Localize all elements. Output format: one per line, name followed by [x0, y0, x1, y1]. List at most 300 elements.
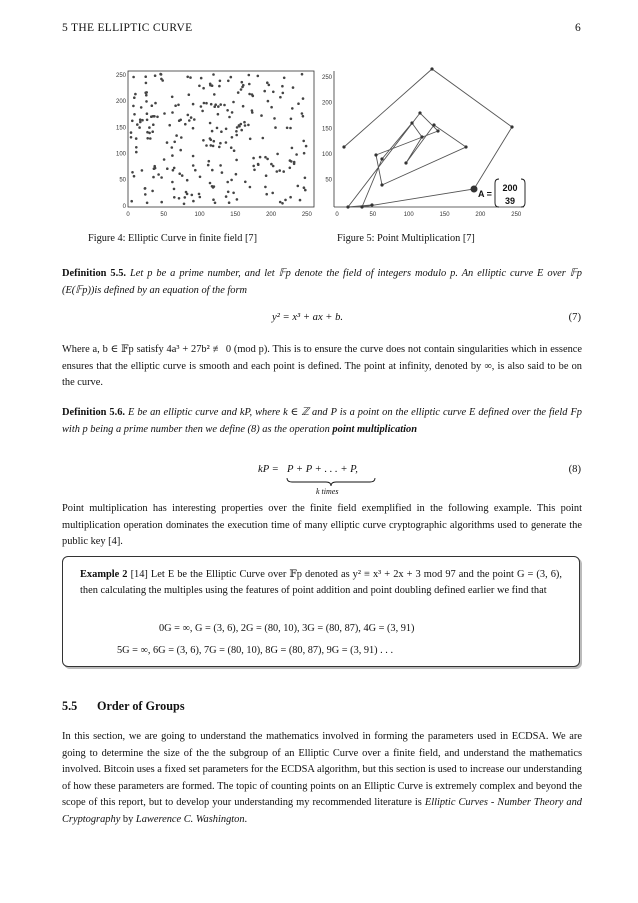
fig4-point	[179, 149, 182, 152]
fig4-point	[166, 167, 169, 170]
fig4-point	[223, 104, 226, 107]
fig4-point	[135, 151, 138, 154]
fig4-point	[145, 82, 148, 85]
fig4-point	[135, 146, 138, 149]
fig4-point	[251, 111, 254, 114]
fig4-point	[192, 103, 195, 106]
fig4-point	[240, 88, 243, 91]
fig4-point	[173, 141, 176, 144]
fig4-point	[203, 102, 206, 105]
fig4-point	[168, 124, 171, 127]
fig4-point	[135, 137, 138, 140]
underbrace	[286, 477, 376, 487]
fig4-point	[291, 147, 294, 150]
fig4-point	[289, 127, 292, 130]
fig5-point	[510, 125, 513, 128]
equation-number-7: (7)	[568, 312, 581, 323]
fig4-point	[141, 119, 144, 122]
fig4-point	[133, 113, 136, 116]
fig4-point	[262, 137, 265, 140]
fig4-point	[301, 112, 304, 115]
fig4-point	[181, 174, 184, 177]
fig4-point	[266, 158, 269, 161]
fig4-point	[202, 87, 205, 90]
fig4-point	[244, 181, 247, 184]
fig4-point	[212, 145, 215, 148]
fig4-point	[139, 118, 142, 121]
fig4-point	[130, 131, 133, 134]
fig5-point	[380, 183, 383, 186]
example-label: Example 2	[80, 569, 128, 580]
fig4-point	[221, 171, 224, 174]
fig4-point	[160, 176, 163, 179]
fig5-point	[342, 145, 345, 148]
fig5-y-tick: 250	[322, 75, 332, 81]
fig4-point	[283, 77, 286, 80]
example-multiples-line-1: 0G = ∞, G = (3, 6), 2G = (80, 10), 3G = (80, 87), 4G = (3, 91)	[159, 623, 415, 634]
fig4-point	[230, 179, 233, 182]
fig4-point	[192, 164, 195, 167]
fig4-point	[175, 134, 178, 137]
fig4-point	[302, 97, 305, 100]
fig5-point	[418, 111, 421, 114]
fig4-point	[225, 141, 228, 144]
fig4-point	[295, 153, 298, 156]
fig4-point	[178, 172, 181, 175]
fig4-point	[212, 73, 215, 76]
fig4-point	[191, 194, 194, 197]
fig4-point	[194, 169, 197, 172]
fig4-point	[146, 112, 149, 115]
fig4-point	[265, 174, 268, 177]
fig4-point	[248, 93, 251, 96]
fig4-point	[188, 93, 191, 96]
paragraph-text: In this section, we are going to understand the mathematics involved in forming the parameters used in ECDSA. We are going to determine the size of the the subgroup of an Elliptic Curve over a finite field, and understand the mathematics involved. Bitcoin uses a fixed set parameters for the ECDSA algorithm, but this section is used to increase our understanding of how these parameters are formed. The topic of counting points on an Elliptic Curve is extremely complex and beyond the scope of this report, but to develop your understanding my recommended literature is	[62, 731, 582, 809]
fig4-point	[227, 80, 230, 83]
fig4-point	[144, 193, 147, 196]
fig4-point	[209, 122, 212, 125]
definition-5-5	[62, 266, 582, 299]
fig4-point	[146, 119, 149, 122]
fig4-point	[282, 92, 285, 95]
fig4-point	[177, 104, 180, 107]
fig4-point	[270, 163, 273, 166]
fig4-point	[263, 90, 266, 93]
fig4-point	[211, 130, 214, 133]
fig4-point	[200, 105, 203, 108]
fig4-point	[132, 105, 135, 108]
fig4-point	[272, 165, 275, 168]
fig4-point	[199, 176, 202, 179]
fig4-y-tick: 150	[115, 125, 126, 132]
fig4-point	[130, 200, 133, 203]
fig5-point	[346, 205, 349, 208]
fig4-point	[202, 139, 205, 142]
fig5-vector-bottom: 39	[504, 196, 516, 206]
fig4-x-tick: 0	[126, 212, 130, 217]
fig4-point	[134, 93, 137, 96]
book-author: Lawerence C. Washington	[135, 813, 245, 825]
fig4-point	[198, 193, 201, 196]
fig4-point	[192, 200, 195, 203]
fig4-point	[270, 106, 273, 109]
fig4-point	[297, 185, 300, 188]
fig4-point	[248, 74, 251, 77]
fig4-point	[190, 116, 193, 119]
fig4-point	[213, 105, 216, 108]
fig4-point	[172, 169, 175, 172]
fig4-point	[252, 157, 255, 160]
fig4-point	[228, 201, 231, 204]
fig4-point	[188, 119, 191, 122]
fig5-x-tick: 50	[369, 212, 377, 217]
fig4-x-tick: 150	[230, 212, 241, 217]
fig4-point	[248, 83, 251, 86]
fig4-point	[174, 104, 177, 107]
fig4-point	[276, 170, 279, 173]
definition-text: Let p be a prime number, and let 𝔽p denote the field of integers modulo p. An elliptic curve E over 𝔽p (E(𝔽p))is defined by an equation of the form	[62, 268, 582, 296]
fig4-point	[205, 102, 208, 105]
fig4-point	[232, 192, 235, 195]
fig4-point	[299, 199, 302, 202]
fig4-point	[210, 103, 213, 106]
fig4-point	[281, 85, 284, 88]
fig5-point	[410, 121, 413, 124]
fig5-point	[360, 205, 363, 208]
fig5-x-tick: 150	[439, 212, 450, 217]
fig4-point	[173, 188, 176, 191]
example-multiples-line-2: 5G = ∞, 6G = (3, 6), 7G = (80, 10), 8G = (80, 87), 9G = (3, 91) . . .	[117, 645, 394, 656]
fig4-point	[259, 156, 262, 159]
fig4-point	[281, 202, 284, 205]
fig4-point	[145, 100, 148, 103]
fig4-point	[225, 128, 228, 131]
fig4-point	[213, 93, 216, 96]
fig4-point	[228, 116, 231, 119]
fig4-point	[305, 145, 308, 148]
fig4-point	[171, 111, 174, 114]
fig4-point	[130, 136, 133, 139]
fig4-point	[198, 85, 201, 88]
fig4-point	[145, 94, 148, 97]
fig4-point	[235, 134, 238, 137]
fig4-point	[279, 201, 282, 204]
fig4-point	[252, 95, 255, 98]
fig4-point	[153, 115, 156, 118]
fig5-point	[420, 135, 423, 138]
fig4-point	[230, 76, 233, 79]
fig4-point	[151, 190, 154, 193]
fig4-x-tick: 200	[266, 212, 277, 217]
fig4-point	[279, 96, 282, 99]
fig4-point	[163, 112, 166, 115]
fig4-point	[144, 187, 147, 190]
section-number: 5.5	[62, 699, 78, 713]
fig4-point	[232, 101, 235, 104]
example-text	[80, 567, 562, 600]
fig4-point	[271, 192, 274, 195]
fig4-point	[146, 131, 149, 134]
paragraph-end: .	[244, 813, 248, 825]
fig4-point	[241, 86, 244, 89]
fig4-point	[289, 167, 292, 170]
fig4-point	[183, 203, 186, 206]
equation-8-rhs: P + P + . . . + P,	[287, 464, 358, 475]
fig4-point	[132, 76, 135, 79]
fig4-point	[153, 165, 156, 168]
fig4-point	[219, 80, 222, 83]
fig4-point	[199, 196, 202, 199]
fig4-point	[301, 73, 304, 76]
underbrace-label: k times	[316, 487, 339, 496]
fig4-point	[243, 121, 246, 124]
fig4-point	[240, 123, 243, 126]
fig4-point	[213, 185, 216, 188]
fig4-point	[180, 136, 183, 139]
fig4-point	[291, 107, 294, 110]
fig4-point	[226, 181, 229, 184]
fig4-point	[304, 177, 307, 180]
fig4-point	[218, 146, 221, 149]
fig5-x-tick: 100	[403, 212, 414, 217]
fig4-point	[217, 105, 220, 108]
fig4-point	[179, 119, 182, 122]
fig4-point	[173, 196, 176, 199]
fig4-point	[150, 115, 153, 118]
fig4-point	[260, 114, 263, 117]
fig4-point	[171, 96, 174, 99]
fig5-point	[404, 161, 407, 164]
section-heading	[62, 699, 185, 714]
fig4-point	[171, 146, 174, 149]
fig4-x-tick: 250	[301, 212, 312, 217]
fig4-point	[192, 127, 195, 130]
fig4-point	[178, 197, 181, 200]
equation-number-8: (8)	[568, 464, 581, 475]
fig4-point	[249, 186, 252, 189]
fig4-point	[173, 167, 176, 170]
fig4-point	[211, 169, 214, 172]
fig4-point	[187, 114, 190, 117]
fig4-point	[274, 126, 277, 129]
fig4-point	[302, 115, 305, 118]
fig4-point	[217, 113, 220, 116]
fig4-point	[264, 156, 267, 159]
fig4-point	[286, 127, 289, 130]
fig4-point	[216, 127, 219, 130]
fig5-x-tick: 200	[475, 212, 486, 217]
fig4-point	[244, 124, 247, 127]
fig4-point	[144, 91, 147, 94]
fig4-y-tick: 100	[115, 151, 126, 158]
fig4-point	[212, 198, 215, 201]
definition-text: E be an elliptic curve and kP, where k ∈ ℤ and P is a point on the elliptic curve E defined over the field Fp with p being a prime number then we define (8) as the operation	[62, 407, 582, 435]
fig4-point	[220, 130, 223, 133]
fig4-point	[282, 170, 285, 173]
fig4-point	[209, 182, 212, 185]
example-box	[62, 556, 580, 667]
figure-4-scatter	[112, 67, 316, 217]
definition-label: Definition 5.5.	[62, 268, 127, 279]
fig4-point	[160, 201, 163, 204]
fig5-point	[380, 157, 383, 160]
fig4-point	[146, 202, 149, 205]
fig4-point	[235, 130, 238, 133]
fig4-point	[131, 120, 134, 123]
fig4-point	[237, 91, 240, 94]
fig4-point	[131, 171, 134, 174]
fig5-y-tick: 50	[325, 177, 332, 184]
fig4-point	[205, 144, 208, 147]
fig4-point	[235, 173, 238, 176]
fig4-point	[303, 186, 306, 189]
fig4-point	[242, 105, 245, 108]
fig4-point	[276, 153, 279, 156]
fig5-path	[344, 69, 512, 207]
fig4-point	[151, 104, 154, 107]
fig4-point	[209, 84, 212, 87]
fig5-point	[432, 123, 435, 126]
section-title: Order of Groups	[97, 699, 185, 713]
fig4-point	[154, 74, 157, 77]
fig5-label-A: A =	[478, 189, 492, 199]
fig4-point	[297, 102, 300, 105]
fig4-y-tick: 0	[122, 203, 126, 210]
fig4-point	[201, 110, 204, 113]
fig4-point	[148, 126, 151, 129]
fig4-point	[264, 186, 267, 189]
fig4-point	[200, 77, 203, 80]
fig4-point	[186, 193, 189, 196]
fig4-point	[152, 176, 155, 179]
page-number: 6	[574, 22, 581, 34]
fig4-point	[138, 126, 141, 129]
paragraph-order-of-groups	[62, 729, 582, 829]
fig4-point	[146, 137, 149, 140]
fig4-y-tick: 200	[115, 99, 126, 106]
fig4-point	[157, 173, 160, 176]
running-header: 5 THE ELLIPTIC CURVE	[62, 22, 193, 34]
fig4-point	[218, 85, 221, 88]
fig4-point	[209, 137, 212, 140]
fig4-point	[152, 123, 155, 126]
fig4-point	[233, 149, 236, 152]
figure-4-caption: Figure 4: Elliptic Curve in finite field [7]	[88, 233, 258, 244]
fig4-point	[210, 144, 213, 147]
fig4-point	[284, 199, 287, 202]
fig4-point	[303, 152, 306, 155]
fig4-y-tick: 50	[119, 177, 126, 184]
example-body: [14] Let E be the Elliptic Curve over 𝔽p denoted as y² ≡ x³ + 2x + 3 mod 97 and the point G = (3, 6), then calculating the multiples using the features of point addition and point doubling defined earlier we find that	[80, 569, 562, 597]
fig4-point	[136, 123, 139, 126]
fig4-point	[265, 193, 268, 196]
fig5-point	[374, 153, 377, 156]
definition-5-6	[62, 405, 582, 438]
fig4-point	[219, 164, 222, 167]
fig4-x-tick: 50	[160, 212, 168, 217]
fig4-point	[208, 160, 211, 163]
paragraph-conditions: Where a, b ∈ 𝔽p satisfy 4a³ + 27b² ≢ 0 (mod p). This is to ensure the curve does not contain singularities which in essence ensures that the elliptic curve is smooth and each point is defined. The point at infinity, denoted by ∞, is also said to be on the curve.	[62, 344, 582, 389]
figure-5-point-multiplication	[322, 67, 528, 217]
fig4-point	[133, 96, 136, 99]
fig4-point	[253, 169, 256, 172]
fig4-point	[293, 163, 296, 166]
fig4-point	[160, 73, 163, 76]
fig4-point	[292, 86, 295, 89]
fig4-point	[186, 179, 189, 182]
book-title: Elliptic Curves - Number Theory and Cryptography	[62, 797, 582, 825]
definition-bold-term: point multiplication	[332, 423, 418, 435]
fig4-point	[226, 109, 229, 112]
fig4-point	[257, 75, 260, 78]
fig4-point	[235, 159, 238, 162]
definition-label: Definition 5.6.	[62, 407, 126, 418]
fig5-vector-top: 200	[502, 183, 518, 193]
fig4-point	[214, 202, 217, 205]
fig4-point	[272, 91, 275, 94]
fig5-point	[436, 129, 439, 132]
fig4-point	[302, 140, 305, 143]
fig5-point	[464, 145, 467, 148]
fig4-point	[289, 196, 292, 199]
fig5-x-tick: 250	[511, 212, 522, 217]
fig4-point	[141, 169, 144, 172]
fig4-point	[156, 116, 159, 119]
fig4-point	[230, 146, 233, 149]
fig4-point	[236, 198, 239, 201]
fig4-point	[289, 159, 292, 162]
fig4-point	[149, 137, 152, 140]
fig4-point	[252, 165, 255, 168]
fig4-point	[241, 81, 244, 84]
fig4-point	[240, 129, 243, 132]
fig4-point	[304, 189, 307, 192]
fig5-y-tick: 100	[322, 151, 332, 158]
fig5-point	[370, 203, 373, 206]
fig4-point	[227, 191, 230, 194]
fig4-point	[213, 140, 216, 143]
equation-7: y² = x³ + ax + b.	[272, 312, 344, 323]
fig5-x-tick: 0	[335, 212, 339, 217]
fig4-point	[186, 76, 189, 79]
paragraph-text-by: by	[122, 813, 134, 825]
fig5-y-tick: 150	[322, 126, 332, 133]
fig4-point	[139, 121, 142, 124]
fig4-point	[231, 111, 234, 114]
fig4-point	[184, 196, 187, 199]
fig4-point	[225, 195, 228, 198]
fig4-point	[144, 75, 147, 78]
fig4-point	[184, 123, 187, 126]
fig4-point	[160, 78, 163, 81]
fig4-point	[268, 84, 271, 87]
fig4-point	[247, 124, 250, 127]
equation-8-lhs: kP =	[258, 464, 279, 475]
figure-5-caption: Figure 5: Point Multiplication [7]	[337, 233, 475, 244]
fig4-point	[290, 118, 293, 121]
fig4-point	[166, 141, 169, 144]
fig4-point	[257, 163, 260, 166]
fig4-y-tick: 250	[115, 73, 126, 79]
fig4-point	[273, 117, 276, 120]
fig4-x-tick: 100	[194, 212, 205, 217]
fig4-point	[266, 81, 269, 84]
fig5-y-tick: 200	[322, 100, 332, 107]
fig4-point	[189, 76, 192, 79]
paragraph-point-multiplication: Point multiplication has interesting properties over the finite field exemplified in the following example. This point multiplication operation dominates the execution time of many elliptic curve cryptographic algorithms used to generate the public key [4].	[62, 503, 582, 548]
fig4-point	[192, 155, 195, 158]
fig4-point	[163, 158, 166, 161]
